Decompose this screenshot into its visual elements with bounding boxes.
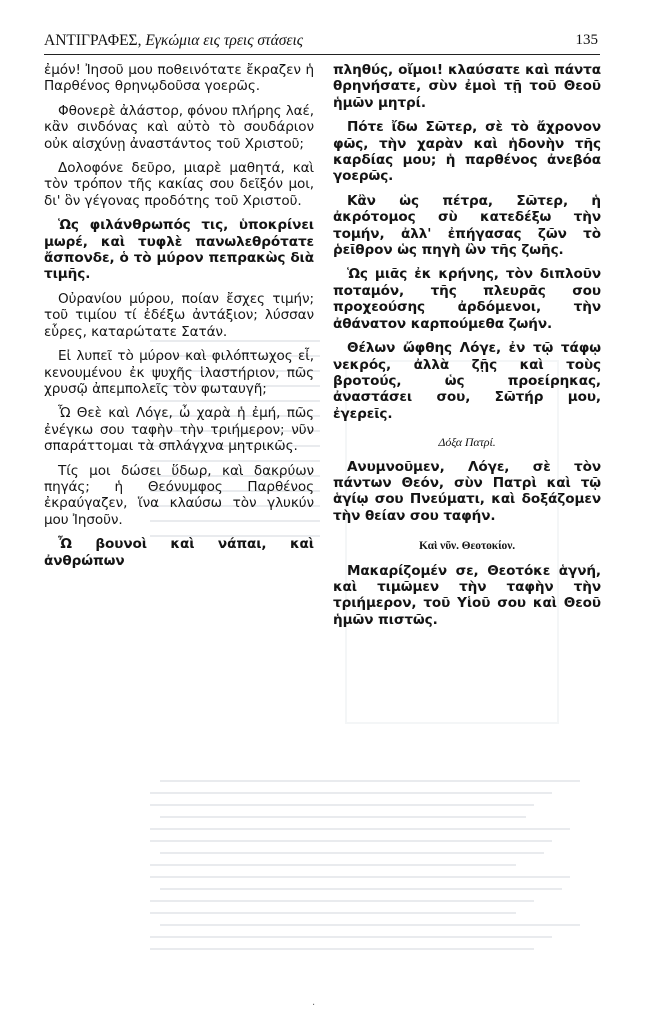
- theotokion-heading: Καὶ νῦν. Θεοτοκίον.: [418, 540, 516, 553]
- doxa-stanza: Ανυμνοῦμεν, Λόγε, σὲ τὸν πάντων Θεόν, σὺν Πατρὶ καὶ τῷ ἁγίῳ σου Πνεύματι, καὶ δοξάζομεν τὴν θείαν σου ταφήν.: [333, 458, 601, 524]
- stanza: Θέλων ὤφθης Λόγε, ἐν τῷ τάφῳ νεκρός, ἀλλὰ ζῇς καὶ τοὺς βροτούς, ὡς προείρηκας, ἀναστάσει σου, Σῶτήρ μου, ἐγερεῖς.: [333, 340, 601, 422]
- stanza: Πότε ἴδω Σῶτερ, σὲ τὸ ἄχρονον φῶς, τὴν χαρὰν καὶ ἡδονὴν τῆς καρδίας μου; ἡ παρθένος ἀνεβόα γοερῶς.: [333, 119, 601, 185]
- theotokion-stanza: Μακαρίζομέν σε, Θεοτόκε ἁγνή, καὶ τιμῶμεν τὴν ταφὴν τὴν τριήμερον, τοῦ Υἱοῦ σου καὶ Θεοῦ ἡμῶν πιστῶς.: [333, 562, 601, 628]
- bleed-line: [150, 792, 552, 794]
- stanza: Δολοφόνε δεῦρο, μιαρὲ μαθητά, καὶ τὸν τρόπον τῆς κακίας σου δεῖξόν μοι, δι' ὃν γέγονας προδότης τοῦ Χριστοῦ.: [44, 160, 314, 209]
- bleed-line: [150, 948, 534, 950]
- running-header: [44, 30, 600, 55]
- stanza: Ὡς μιᾶς ἐκ κρήνης, τὸν διπλοῦν ποταμόν, τῆς πλευρᾶς σου προχεούσης ἀρδόμενοι, τὴν ἀθάνατον καρπούμεθα ζωήν.: [333, 266, 601, 332]
- header-title-italic: Εγκώμια εις τρεις στάσεις: [145, 32, 304, 49]
- bleed-line: [150, 864, 516, 866]
- stanza: Εἰ λυπεῖ τὸ μύρον καὶ φιλόπτωχος εἶ, κενουμένου ἐκ ψυχῆς ἱλαστήριον, πῶς χρυσῷ ἀπεμπολεῖς τὸν φωταυγῆ;: [44, 348, 314, 397]
- stanza: Οὐρανίου μύρου, ποίαν ἔσχες τιμήν; τοῦ τιμίου τί ἐδέξω ἀντάξιον; λύσσαν εὗρες, καταρώτατε Σατάν.: [44, 290, 314, 340]
- bleed-line: [150, 936, 552, 938]
- stanza: Κἂν ὡς πέτρα, Σῶτερ, ἡ ἀκρότομος σὺ κατεδέξω τὴν τομήν, ἀλλ' ἐπήγασας ζῶν τὸ ῥεῖθρον ὡς πηγὴ ὢν τῆς ζωῆς.: [333, 192, 601, 259]
- bleed-line: [160, 816, 526, 818]
- bleed-line: [150, 912, 516, 914]
- bleed-line: [160, 924, 580, 926]
- right-column: [333, 62, 601, 636]
- stanza: ἐμόν! Ἰησοῦ μου ποθεινότατε ἔκραζεν ἡ Παρθένος θρηνῳδοῦσα γοερῶς.: [44, 62, 314, 95]
- bleed-line: [150, 840, 552, 842]
- page-number: 135: [575, 32, 598, 48]
- bleed-line: [150, 828, 570, 830]
- stanza: πληθύς, οἴμοι! κλαύσατε καὶ πάντα θρηνήσατε, σὺν ἐμοὶ τῇ τοῦ Θεοῦ ἡμῶν μητρί.: [333, 62, 601, 111]
- stanza: Ὦ Θεὲ καὶ Λόγε, ὦ χαρὰ ἡ ἐμή, πῶς ἐνέγκω σου ταφὴν τὴν τριήμερον; νῦν σπαράττομαι τὰ σπλάγχνα μητρικῶς.: [44, 405, 314, 455]
- bleed-line: [150, 804, 534, 806]
- stanza: Φθονερὲ ἀλάστορ, φόνου πλήρης λαέ, κἂν σινδόνας καὶ αὐτὸ τὸ σουδάριον οὐκ αἰσχύνῃ ἀναστάντος τοῦ Χριστοῦ;: [44, 102, 314, 152]
- bleed-line: [150, 876, 570, 878]
- stanza: Ὡς φιλάνθρωπός τις, ὑποκρίνει μωρέ, καὶ τυφλὲ πανωλεθρότατε ἄσπονδε, ὁ τὸ μύρον πεπρακὼς διὰ τιμῆς.: [44, 217, 314, 283]
- bottom-mark: ·: [312, 1000, 316, 1011]
- bleed-line: [160, 780, 580, 782]
- header-title: [44, 32, 303, 50]
- bleed-line: [160, 852, 544, 854]
- stanza: Τίς μοι δώσει ὕδωρ, καὶ δακρύων πηγάς; ἡ Θεόνυμφος Παρθένος ἐκραύγαζεν, ἵνα κλαύσω τὸν γλυκύν μου Ἰησοῦν.: [44, 462, 314, 528]
- stanza: Ὦ βουνοὶ καὶ νάπαι, καὶ ἀνθρώπων: [44, 536, 314, 569]
- left-column: [44, 62, 314, 577]
- header-title-plain: ΑΝΤΙΓΡΑΦΕΣ,: [44, 32, 142, 49]
- bleed-line: [160, 888, 562, 890]
- bleed-line: [150, 900, 534, 902]
- doxa-heading: Δόξα Πατρί.: [438, 435, 496, 450]
